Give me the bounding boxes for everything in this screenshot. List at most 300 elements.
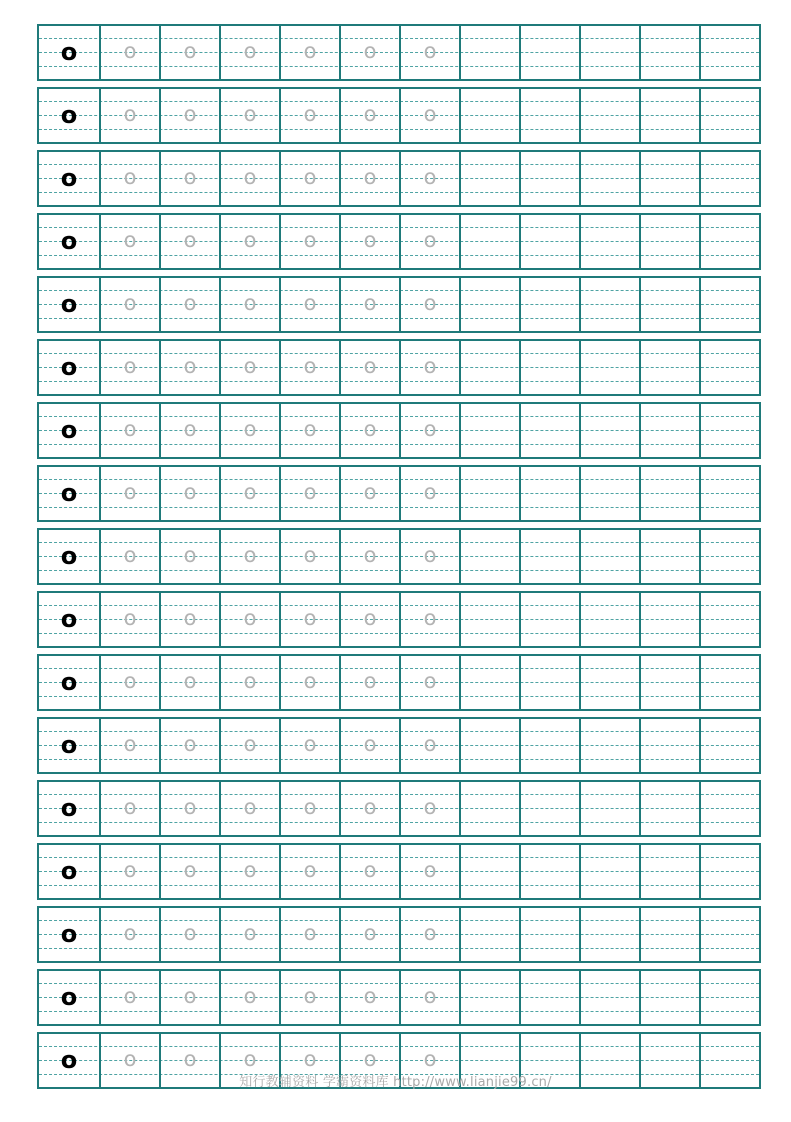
trace-letter: o [123, 417, 137, 441]
trace-letter: o [303, 669, 317, 693]
blank-practice-cell [639, 215, 699, 268]
blank-practice-cell [639, 719, 699, 772]
trace-letter: o [363, 1047, 377, 1071]
practice-row [37, 591, 761, 648]
blank-practice-cell [639, 908, 699, 961]
trace-letter: o [183, 921, 197, 945]
trace-letter-cell [99, 404, 159, 457]
blank-practice-cell [459, 89, 519, 142]
blank-practice-cell [699, 341, 759, 394]
blank-practice-cell [639, 152, 699, 205]
trace-letter: o [243, 102, 257, 126]
trace-letter-cell [99, 530, 159, 583]
model-letter: o [60, 856, 78, 885]
model-letter: o [60, 415, 78, 444]
blank-practice-cell [519, 908, 579, 961]
trace-letter: o [363, 732, 377, 756]
blank-practice-cell [579, 908, 639, 961]
trace-letter: o [243, 1047, 257, 1071]
trace-letter: o [123, 39, 137, 63]
trace-letter-cell [339, 467, 399, 520]
trace-letter: o [123, 732, 137, 756]
trace-letter: o [243, 858, 257, 882]
trace-letter: o [183, 354, 197, 378]
trace-letter: o [303, 291, 317, 315]
trace-letter: o [183, 1047, 197, 1071]
model-letter-cell [39, 845, 99, 898]
blank-practice-cell [579, 593, 639, 646]
trace-letter-cell [219, 404, 279, 457]
trace-letter: o [423, 795, 437, 819]
trace-letter: o [243, 606, 257, 630]
trace-letter: o [423, 291, 437, 315]
blank-practice-cell [459, 908, 519, 961]
trace-letter: o [303, 1047, 317, 1071]
model-letter: o [60, 1045, 78, 1074]
model-letter-cell [39, 719, 99, 772]
model-letter: o [60, 730, 78, 759]
trace-letter: o [303, 795, 317, 819]
blank-practice-cell [459, 404, 519, 457]
trace-letter: o [183, 228, 197, 252]
trace-letter: o [243, 480, 257, 504]
trace-letter-cell [159, 341, 219, 394]
trace-letter: o [183, 417, 197, 441]
trace-letter: o [243, 354, 257, 378]
trace-letter-cell [99, 467, 159, 520]
trace-letter: o [363, 39, 377, 63]
trace-letter-cell [159, 215, 219, 268]
blank-practice-cell [519, 530, 579, 583]
trace-letter: o [363, 795, 377, 819]
trace-letter-cell [159, 278, 219, 331]
model-letter-cell [39, 782, 99, 835]
model-letter-cell [39, 26, 99, 79]
trace-letter: o [183, 165, 197, 189]
practice-row [37, 465, 761, 522]
practice-row [37, 24, 761, 81]
trace-letter-cell [279, 26, 339, 79]
trace-letter-cell [159, 971, 219, 1024]
trace-letter-cell [339, 89, 399, 142]
trace-letter: o [183, 291, 197, 315]
trace-letter: o [423, 417, 437, 441]
blank-practice-cell [699, 719, 759, 772]
trace-letter-cell [399, 215, 459, 268]
trace-letter-cell [219, 593, 279, 646]
trace-letter: o [423, 606, 437, 630]
trace-letter: o [303, 228, 317, 252]
trace-letter-cell [99, 215, 159, 268]
trace-letter: o [423, 1047, 437, 1071]
trace-letter: o [123, 795, 137, 819]
trace-letter: o [183, 480, 197, 504]
practice-row [37, 213, 761, 270]
trace-letter: o [363, 858, 377, 882]
trace-letter: o [123, 1047, 137, 1071]
trace-letter: o [183, 606, 197, 630]
blank-practice-cell [519, 719, 579, 772]
trace-letter-cell [279, 467, 339, 520]
practice-row [37, 87, 761, 144]
trace-letter-cell [339, 404, 399, 457]
trace-letter-cell [219, 656, 279, 709]
blank-practice-cell [699, 467, 759, 520]
blank-practice-cell [639, 845, 699, 898]
trace-letter: o [363, 228, 377, 252]
trace-letter-cell [279, 845, 339, 898]
trace-letter: o [303, 102, 317, 126]
blank-practice-cell [699, 89, 759, 142]
trace-letter-cell [99, 719, 159, 772]
trace-letter-cell [399, 26, 459, 79]
blank-practice-cell [459, 656, 519, 709]
trace-letter-cell [399, 719, 459, 772]
trace-letter-cell [279, 782, 339, 835]
trace-letter: o [303, 480, 317, 504]
trace-letter: o [363, 921, 377, 945]
trace-letter-cell [399, 845, 459, 898]
trace-letter-cell [339, 908, 399, 961]
blank-practice-cell [579, 278, 639, 331]
model-letter-cell [39, 341, 99, 394]
trace-letter-cell [159, 782, 219, 835]
trace-letter: o [243, 921, 257, 945]
trace-letter-cell [339, 530, 399, 583]
practice-row [37, 906, 761, 963]
trace-letter: o [243, 39, 257, 63]
blank-practice-cell [579, 782, 639, 835]
blank-practice-cell [459, 341, 519, 394]
trace-letter-cell [279, 593, 339, 646]
blank-practice-cell [579, 341, 639, 394]
trace-letter: o [123, 669, 137, 693]
model-letter-cell [39, 530, 99, 583]
blank-practice-cell [519, 26, 579, 79]
practice-row [37, 969, 761, 1026]
trace-letter: o [243, 984, 257, 1008]
model-letter: o [60, 352, 78, 381]
trace-letter-cell [339, 152, 399, 205]
trace-letter: o [303, 732, 317, 756]
practice-row [37, 339, 761, 396]
blank-practice-cell [459, 845, 519, 898]
trace-letter-cell [219, 26, 279, 79]
model-letter-cell [39, 404, 99, 457]
trace-letter: o [423, 39, 437, 63]
trace-letter-cell [159, 530, 219, 583]
blank-practice-cell [459, 278, 519, 331]
trace-letter-cell [339, 341, 399, 394]
trace-letter: o [123, 984, 137, 1008]
model-letter: o [60, 37, 78, 66]
trace-letter-cell [339, 278, 399, 331]
practice-row [37, 528, 761, 585]
trace-letter: o [183, 984, 197, 1008]
model-letter: o [60, 163, 78, 192]
trace-letter: o [183, 102, 197, 126]
blank-practice-cell [639, 26, 699, 79]
blank-practice-cell [519, 341, 579, 394]
trace-letter-cell [399, 656, 459, 709]
trace-letter: o [123, 921, 137, 945]
trace-letter-cell [159, 908, 219, 961]
trace-letter-cell [219, 530, 279, 583]
model-letter: o [60, 478, 78, 507]
trace-letter: o [123, 291, 137, 315]
blank-practice-cell [699, 26, 759, 79]
blank-practice-cell [459, 971, 519, 1024]
trace-letter: o [303, 417, 317, 441]
blank-practice-cell [579, 719, 639, 772]
trace-letter: o [423, 480, 437, 504]
practice-row [37, 780, 761, 837]
blank-practice-cell [579, 26, 639, 79]
model-letter: o [60, 919, 78, 948]
trace-letter-cell [339, 26, 399, 79]
model-letter: o [60, 541, 78, 570]
blank-practice-cell [579, 89, 639, 142]
trace-letter-cell [399, 971, 459, 1024]
watermark: 知行教辅资料 学霸资料库 http://www.lianjie99.cn/ [239, 1075, 552, 1090]
trace-letter: o [423, 732, 437, 756]
trace-letter-cell [399, 152, 459, 205]
trace-letter-cell [159, 89, 219, 142]
blank-practice-cell [459, 152, 519, 205]
trace-letter: o [363, 984, 377, 1008]
trace-letter-cell [219, 278, 279, 331]
trace-letter-cell [279, 89, 339, 142]
blank-practice-cell [459, 530, 519, 583]
blank-practice-cell [459, 719, 519, 772]
trace-letter: o [303, 39, 317, 63]
trace-letter-cell [279, 152, 339, 205]
trace-letter-cell [279, 719, 339, 772]
model-letter: o [60, 226, 78, 255]
trace-letter-cell [159, 719, 219, 772]
blank-practice-cell [519, 593, 579, 646]
trace-letter-cell [159, 845, 219, 898]
trace-letter: o [243, 732, 257, 756]
blank-practice-cell [699, 152, 759, 205]
trace-letter-cell [99, 908, 159, 961]
blank-practice-cell [579, 530, 639, 583]
blank-practice-cell [639, 89, 699, 142]
practice-row [37, 276, 761, 333]
model-letter: o [60, 982, 78, 1011]
blank-practice-cell [699, 656, 759, 709]
blank-practice-cell [519, 404, 579, 457]
trace-letter: o [123, 102, 137, 126]
blank-practice-cell [699, 908, 759, 961]
trace-letter-cell [399, 404, 459, 457]
trace-letter-cell [339, 782, 399, 835]
trace-letter: o [123, 606, 137, 630]
trace-letter: o [123, 480, 137, 504]
trace-letter-cell [399, 908, 459, 961]
trace-letter: o [183, 732, 197, 756]
trace-letter-cell [99, 782, 159, 835]
trace-letter: o [423, 102, 437, 126]
trace-letter-cell [159, 26, 219, 79]
trace-letter: o [423, 921, 437, 945]
trace-letter-cell [159, 656, 219, 709]
trace-letter: o [423, 354, 437, 378]
blank-practice-cell [639, 782, 699, 835]
practice-row [37, 654, 761, 711]
blank-practice-cell [639, 593, 699, 646]
blank-practice-cell [459, 215, 519, 268]
trace-letter: o [303, 543, 317, 567]
model-letter-cell [39, 278, 99, 331]
trace-letter-cell [99, 593, 159, 646]
trace-letter: o [363, 417, 377, 441]
blank-practice-cell [579, 656, 639, 709]
trace-letter-cell [339, 593, 399, 646]
blank-practice-cell [519, 89, 579, 142]
trace-letter-cell [339, 845, 399, 898]
trace-letter-cell [99, 971, 159, 1024]
model-letter-cell [39, 89, 99, 142]
blank-practice-cell [639, 467, 699, 520]
trace-letter: o [243, 165, 257, 189]
blank-practice-cell [699, 278, 759, 331]
trace-letter-cell [279, 404, 339, 457]
trace-letter-cell [279, 908, 339, 961]
model-letter: o [60, 289, 78, 318]
trace-letter-cell [219, 89, 279, 142]
trace-letter: o [423, 858, 437, 882]
model-letter-cell [39, 593, 99, 646]
trace-letter: o [243, 228, 257, 252]
trace-letter: o [243, 417, 257, 441]
trace-letter-cell [279, 971, 339, 1024]
model-letter-cell [39, 656, 99, 709]
model-letter-cell [39, 971, 99, 1024]
practice-row [37, 843, 761, 900]
blank-practice-cell [699, 845, 759, 898]
trace-letter-cell [99, 26, 159, 79]
blank-practice-cell [579, 467, 639, 520]
blank-practice-cell [459, 26, 519, 79]
trace-letter: o [363, 606, 377, 630]
trace-letter: o [123, 543, 137, 567]
trace-letter-cell [339, 215, 399, 268]
model-letter: o [60, 604, 78, 633]
trace-letter: o [303, 984, 317, 1008]
trace-letter: o [423, 984, 437, 1008]
trace-letter-cell [399, 782, 459, 835]
trace-letter-cell [219, 908, 279, 961]
blank-practice-cell [639, 530, 699, 583]
practice-row [37, 150, 761, 207]
trace-letter-cell [99, 341, 159, 394]
blank-practice-cell [579, 215, 639, 268]
blank-practice-cell [519, 467, 579, 520]
blank-practice-cell [519, 215, 579, 268]
blank-practice-cell [519, 152, 579, 205]
trace-letter: o [123, 858, 137, 882]
trace-letter-cell [99, 278, 159, 331]
trace-letter: o [123, 354, 137, 378]
practice-row [37, 402, 761, 459]
trace-letter: o [183, 858, 197, 882]
model-letter-cell [39, 215, 99, 268]
trace-letter: o [363, 543, 377, 567]
trace-letter: o [363, 102, 377, 126]
blank-practice-cell [699, 971, 759, 1024]
trace-letter-cell [399, 341, 459, 394]
model-letter-cell [39, 908, 99, 961]
trace-letter-cell [399, 467, 459, 520]
blank-practice-cell [519, 845, 579, 898]
trace-letter-cell [399, 89, 459, 142]
trace-letter-cell [279, 278, 339, 331]
blank-practice-cell [459, 467, 519, 520]
trace-letter: o [303, 354, 317, 378]
trace-letter-cell [219, 719, 279, 772]
blank-practice-cell [699, 593, 759, 646]
trace-letter-cell [279, 656, 339, 709]
trace-letter-cell [99, 656, 159, 709]
trace-letter: o [363, 354, 377, 378]
trace-letter-cell [219, 152, 279, 205]
trace-letter-cell [279, 215, 339, 268]
trace-letter-cell [339, 656, 399, 709]
blank-practice-cell [639, 404, 699, 457]
trace-letter-cell [219, 845, 279, 898]
trace-letter-cell [159, 593, 219, 646]
blank-practice-cell [519, 278, 579, 331]
model-letter: o [60, 667, 78, 696]
trace-letter-cell [399, 278, 459, 331]
trace-letter-cell [219, 971, 279, 1024]
trace-letter-cell [159, 467, 219, 520]
blank-practice-cell [459, 593, 519, 646]
trace-letter: o [123, 228, 137, 252]
trace-letter-cell [339, 971, 399, 1024]
trace-letter-cell [399, 593, 459, 646]
blank-practice-cell [579, 845, 639, 898]
trace-letter: o [423, 228, 437, 252]
trace-letter: o [303, 921, 317, 945]
trace-letter: o [423, 165, 437, 189]
trace-letter-cell [219, 341, 279, 394]
trace-letter: o [303, 858, 317, 882]
trace-letter-cell [99, 845, 159, 898]
trace-letter-cell [159, 152, 219, 205]
trace-letter-cell [279, 530, 339, 583]
trace-letter: o [303, 165, 317, 189]
trace-letter-cell [219, 782, 279, 835]
blank-practice-cell [639, 341, 699, 394]
trace-letter-cell [219, 215, 279, 268]
trace-letter: o [243, 795, 257, 819]
trace-letter: o [243, 291, 257, 315]
blank-practice-cell [639, 278, 699, 331]
blank-practice-cell [699, 530, 759, 583]
blank-practice-cell [639, 656, 699, 709]
model-letter-cell [39, 467, 99, 520]
trace-letter-cell [99, 152, 159, 205]
trace-letter: o [363, 480, 377, 504]
trace-letter: o [183, 795, 197, 819]
trace-letter: o [303, 606, 317, 630]
blank-practice-cell [579, 404, 639, 457]
blank-practice-cell [579, 152, 639, 205]
trace-letter: o [183, 543, 197, 567]
blank-practice-cell [639, 971, 699, 1024]
